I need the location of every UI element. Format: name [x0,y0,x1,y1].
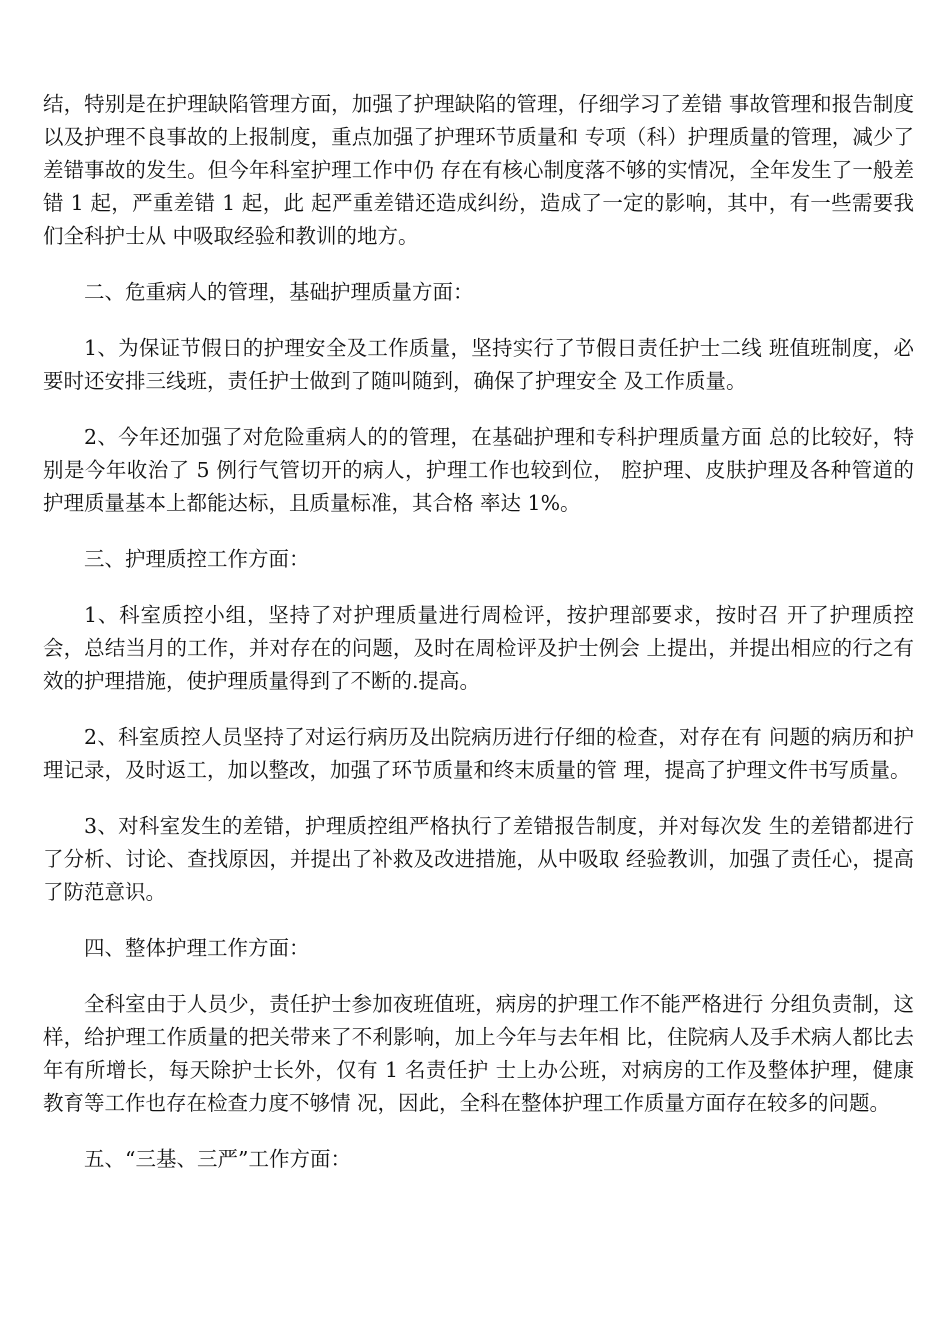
section-heading-three-basics: 五、“三基、三严”工作方面： [84,1147,351,1171]
paragraph-qc-records: 2、科室质控人员坚持了对运行病历及出院病历进行仔细的检查，对存在有 问题的病历和护理记录，及时返工，加以整改，加强了环节质量和终末质量的管 理，提高了护理文件书写质量。 [43,725,914,782]
paragraph-critical-patient-care: 2、今年还加强了对危险重病人的的管理，在基础护理和专科护理质量方面 总的比较好，特别是今年收治了 5 例行气管切开的病人，护理工作也较到位， 腔护理、皮肤护理及各种管道的护理质量基本上都能达标，且质量标准，其合格 率达 1%。 [43,425,914,515]
paragraph-holiday-safety: 1、为保证节假日的护理安全及工作质量，坚持实行了节假日责任护士二线 班值班制度，必要时还安排三线班，责任护士做到了随叫随到，确保了护理安全 及工作质量。 [43,336,914,393]
paragraph-continuation: 结，特别是在护理缺陷管理方面，加强了护理缺陷的管理，仔细学习了差错 事故管理和报告制度以及护理不良事故的上报制度，重点加强了护理环节质量和 专项（科）护理质量的管理，减少了差错事故的发生。但今年科室护理工作中仍 存在有核心制度落不够的实情况，全年发生了一般差错 1 起，严重差错 1 起，此 起严重差错还造成纠纷，造成了一定的影响，其中，有一些需要我们全科护士从 中吸取经验和教训的地方。 [43,92,914,248]
document-body [43,88,914,1176]
section-heading-holistic-care: 四、整体护理工作方面： [84,936,310,960]
section-heading-critical-patients: 二、危重病人的管理，基础护理质量方面： [84,280,474,304]
paragraph-holistic-care: 全科室由于人员少，责任护士参加夜班值班，病房的护理工作不能严格进行 分组负责制，这样，给护理工作质量的把关带来了不利影响，加上今年与去年相 比，住院病人及手术病人都比去年有所增长，每天除护士长外，仅有 1 名责任护 士上办公班，对病房的工作及整体护理，健康教育等工作也存在检查力度不够情 况，因此，全科在整体护理工作质量方面存在较多的问题。 [43,992,914,1115]
section-heading-quality-control: 三、护理质控工作方面： [84,547,310,571]
paragraph-qc-group: 1、科室质控小组，坚持了对护理质量进行周检评，按护理部要求，按时召 开了护理质控会，总结当月的工作，并对存在的问题，及时在周检评及护士例会 上提出，并提出相应的行之有效的护理措施，使护理质量得到了不断的.提高。 [43,603,914,693]
paragraph-qc-errors: 3、对科室发生的差错，护理质控组严格执行了差错报告制度，并对每次发 生的差错都进行了分析、讨论、查找原因，并提出了补救及改进措施，从中吸取 经验教训，加强了责任心，提高了防范意识。 [43,814,914,904]
